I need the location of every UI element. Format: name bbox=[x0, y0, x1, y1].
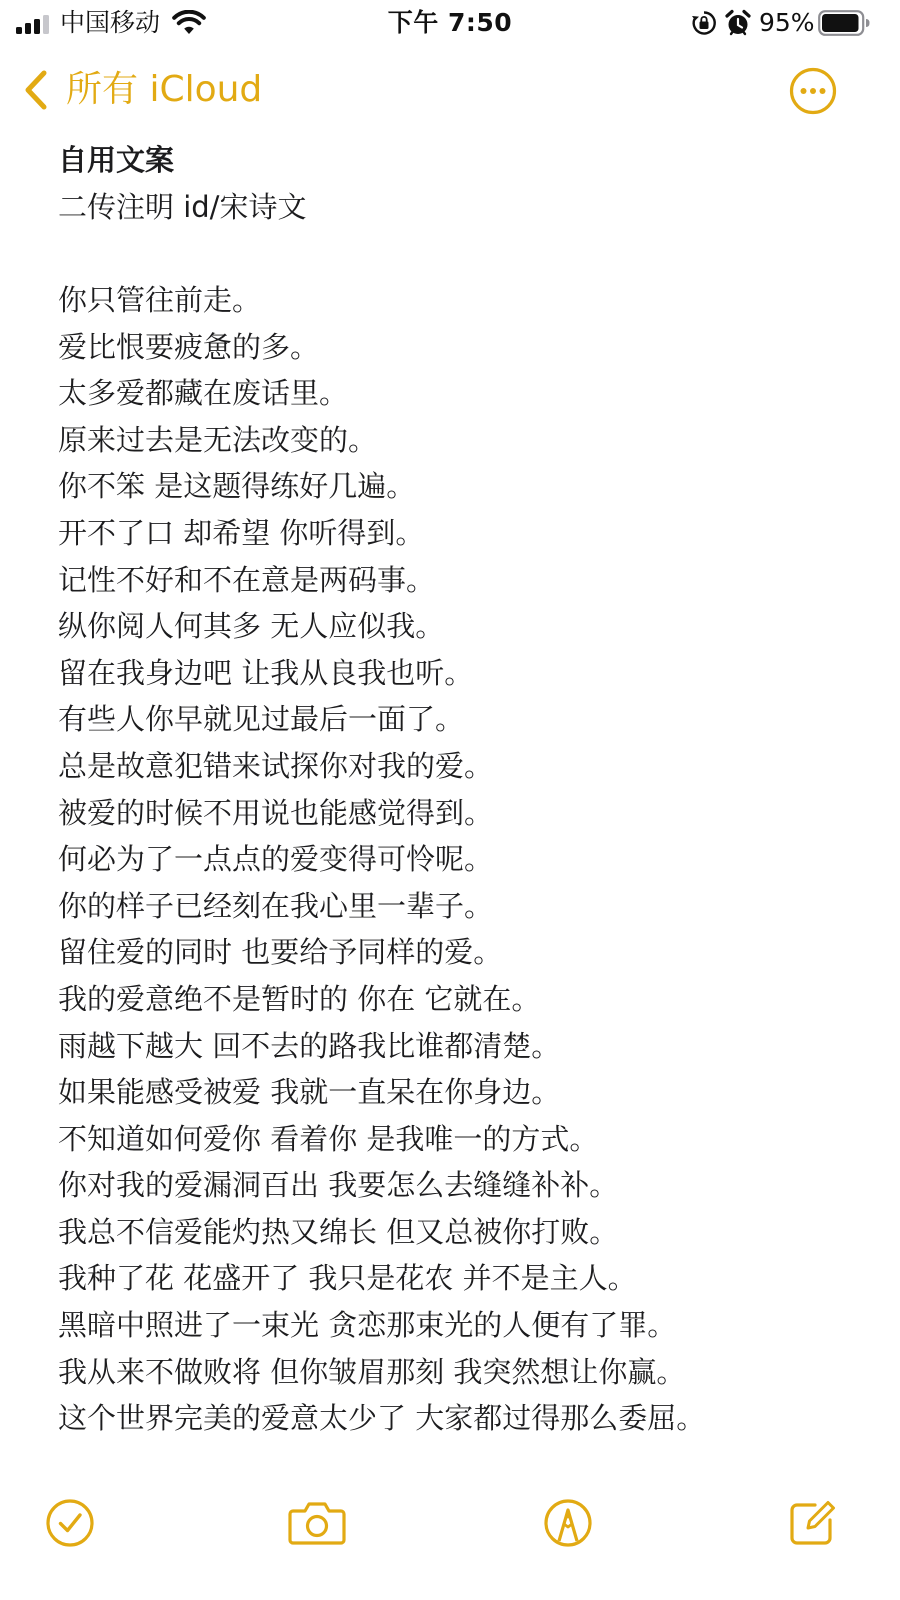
clock-time: 下午 7:50 bbox=[387, 8, 513, 37]
note-blank-line[interactable] bbox=[58, 231, 878, 277]
checkmark-circle-icon bbox=[48, 1501, 92, 1545]
note-line[interactable]: 纵你阅人何其多 无人应似我。 bbox=[58, 609, 445, 644]
note-line[interactable]: 这个世界完美的爱意太少了 大家都过得那么委屈。 bbox=[58, 1401, 706, 1436]
status-bar bbox=[0, 0, 900, 46]
note-line[interactable]: 有些人你早就见过最后一面了。 bbox=[58, 702, 465, 737]
orientation-lock-icon bbox=[691, 10, 717, 36]
battery-icon bbox=[818, 10, 870, 36]
note-line[interactable]: 被爱的时候不用说也能感觉得到。 bbox=[58, 795, 494, 830]
note-line[interactable]: 我种了花 花盛开了 我只是花农 并不是主人。 bbox=[58, 1261, 637, 1296]
note-line[interactable]: 总是故意犯错来试探你对我的爱。 bbox=[58, 748, 494, 783]
note-line[interactable]: 我总不信爱能灼热又绵长 但又总被你打败。 bbox=[58, 1214, 619, 1249]
note-lines bbox=[58, 277, 878, 1442]
ellipsis-circle-icon bbox=[792, 70, 835, 113]
note-subtitle[interactable]: 二传注明 id/宋诗文 bbox=[58, 190, 307, 224]
note-line[interactable]: 你不笨 是这题得练好几遍。 bbox=[58, 469, 416, 504]
note-line[interactable]: 雨越下越大 回不去的路我比谁都清楚。 bbox=[58, 1028, 561, 1063]
note-line[interactable]: 留在我身边吧 让我从良我也听。 bbox=[58, 655, 474, 690]
markup-pen-icon bbox=[546, 1501, 590, 1545]
note-line[interactable]: 留住爱的同时 也要给予同样的爱。 bbox=[58, 935, 503, 970]
note-line[interactable]: 我从来不做败将 但你皱眉那刻 我突然想让你赢。 bbox=[58, 1354, 686, 1389]
note-line[interactable]: 黑暗中照进了一束光 贪恋那束光的人便有了罪。 bbox=[58, 1308, 677, 1343]
note-line[interactable]: 你的样子已经刻在我心里一辈子。 bbox=[58, 888, 494, 923]
note-line[interactable]: 我的爱意绝不是暂时的 你在 它就在。 bbox=[58, 981, 541, 1016]
note-line[interactable]: 何必为了一点点的爱变得可怜呢。 bbox=[58, 842, 494, 877]
compose-button[interactable] bbox=[785, 1496, 839, 1550]
markup-button[interactable] bbox=[541, 1496, 595, 1550]
note-line[interactable]: 你只管往前走。 bbox=[58, 283, 262, 317]
note-line[interactable]: 如果能感受被爱 我就一直呆在你身边。 bbox=[58, 1075, 561, 1110]
camera-button[interactable] bbox=[287, 1496, 347, 1550]
note-editor[interactable] bbox=[58, 137, 878, 1442]
alarm-clock-icon bbox=[724, 9, 752, 37]
more-options-button[interactable] bbox=[788, 66, 838, 116]
note-line[interactable]: 原来过去是无法改变的。 bbox=[58, 422, 378, 457]
checklist-button[interactable] bbox=[43, 1496, 97, 1550]
note-line[interactable]: 你对我的爱漏洞百出 我要怎么去缝缝补补。 bbox=[58, 1168, 619, 1203]
compose-icon bbox=[792, 1503, 834, 1544]
back-button-label: 所有 iCloud bbox=[66, 69, 263, 110]
back-button[interactable] bbox=[20, 62, 262, 118]
note-title[interactable]: 自用文案 bbox=[58, 143, 175, 177]
camera-icon bbox=[290, 1504, 344, 1543]
battery-percentage: 95% bbox=[759, 8, 815, 37]
note-line[interactable]: 爱比恨要疲惫的多。 bbox=[58, 329, 320, 364]
note-line[interactable]: 记性不好和不在意是两码事。 bbox=[58, 562, 436, 597]
carrier-name: 中国移动 bbox=[60, 8, 161, 37]
chevron-left-icon bbox=[20, 66, 52, 114]
note-line[interactable]: 开不了口 却希望 你听得到。 bbox=[58, 515, 425, 550]
note-line[interactable]: 不知道如何爱你 看着你 是我唯一的方式。 bbox=[58, 1121, 599, 1156]
note-line[interactable]: 太多爱都藏在废话里。 bbox=[58, 376, 349, 411]
